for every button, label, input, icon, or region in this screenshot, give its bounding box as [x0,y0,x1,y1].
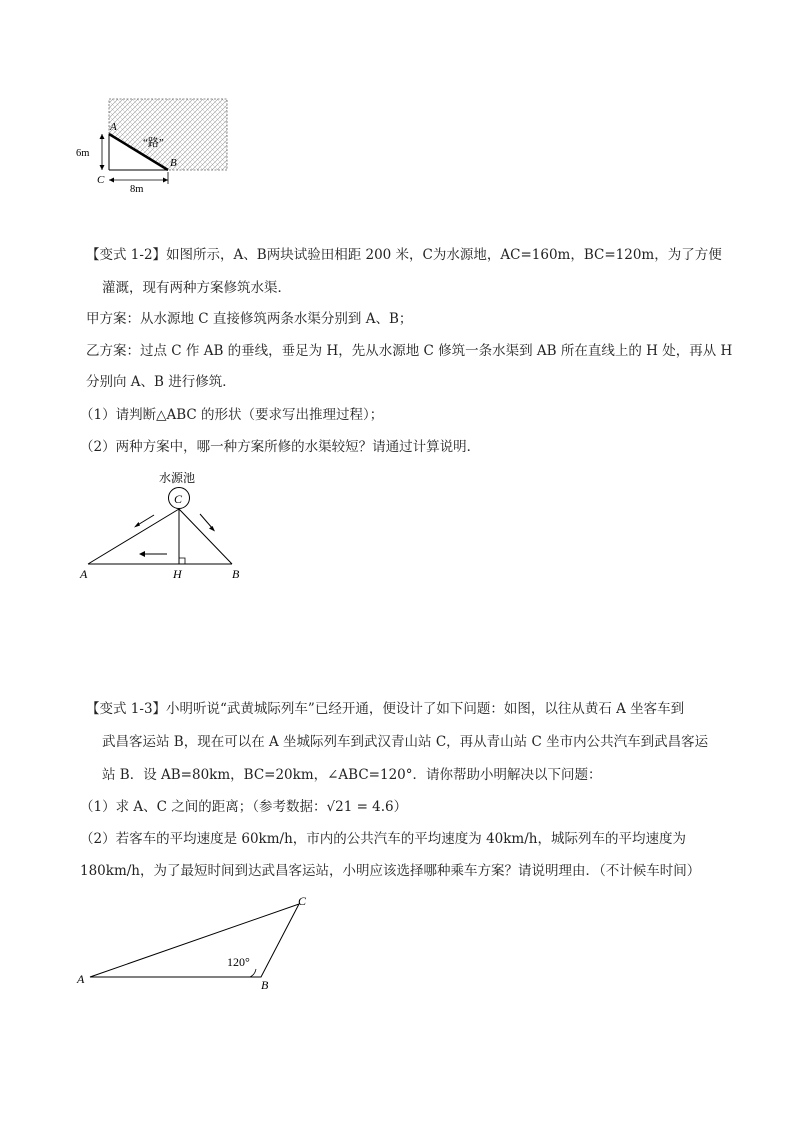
problem13-question1: （1）求 A、C 之间的距离；（参考数据：√21 = 4.6） [80,799,408,815]
side-cb [179,509,232,564]
label-b: B [232,567,240,581]
figure-water-triangle [72,466,262,586]
label-c: C [298,894,307,908]
width-label: 8m [130,184,144,195]
label-a: A [110,121,117,133]
label-a: A [80,567,88,581]
problem13-question2-line2: 180km/h，为了最短时间到达武昌客运站，小明应该选择哪种乘车方案？请说明理由．（不计候车时间） [80,863,701,879]
arrow-to-a [134,522,140,528]
problem13-line3: 站 B．设 AB=80km，BC=20km，∠ABC=120°．请你帮助小明解决以下问题： [102,767,602,783]
road-label: “路” [143,137,164,149]
arrow-to-left [139,551,145,557]
label-h: H [173,567,182,581]
plan-a-text: 甲方案：从水源地 C 直接修筑两条水渠分别到 A、B； [86,311,413,327]
label-a: A [77,972,85,986]
problem12-line2: 灌溉，现有两种方案修筑水渠． [102,280,291,296]
problem12-line1: 【变式 1-2】如图所示，A、B两块试验田相距 200 米，C为水源地，AC=160m，BC=120m，为了方便 [86,247,722,263]
label-b: B [261,978,269,992]
side-ca [88,509,179,564]
label-b: B [170,157,177,169]
triangle-abc [90,904,299,977]
angle-arc [250,969,256,977]
angle-label: 120° [227,955,250,969]
problem12-question2: （2）两种方案中，哪一种方案所修的水渠较短？请通过计算说明． [80,439,481,455]
arrow-to-b [209,526,215,532]
problem13-line2: 武昌客运站 B，现在可以在 A 坐城际列车到武汉青山站 C，再从青山站 C 坐市内公共汽车到武昌客运 [102,734,709,750]
problem13-line1: 【变式 1-3】小明听说“武黄城际列车”已经开通，便设计了如下问题：如图，以往从黄石 A 坐客车到 [86,701,685,717]
pool-label: 水源池 [159,471,196,485]
plan-b-line2: 分别向 A、B 进行修筑． [86,374,236,390]
plan-b-line1: 乙方案：过点 C 作 AB 的垂线，垂足为 H，先从水源地 C 修筑一条水渠到 AB 所在直线上的 H 处，再从 H [86,343,733,359]
figure-obtuse-triangle [72,890,332,995]
figure-road-rectangle [70,92,240,202]
problem13-question2-line1: （2）若客车的平均速度是 60km/h，市内的公共汽车的平均速度为 40km/h，城际列车的平均速度为 [80,831,686,847]
right-angle-mark [179,558,185,564]
label-c: C [97,174,105,186]
problem12-question1: （1）请判断△ABC 的形状（要求写出推理过程）； [80,407,384,423]
label-c: C [174,492,183,506]
height-label: 6m [76,148,90,159]
